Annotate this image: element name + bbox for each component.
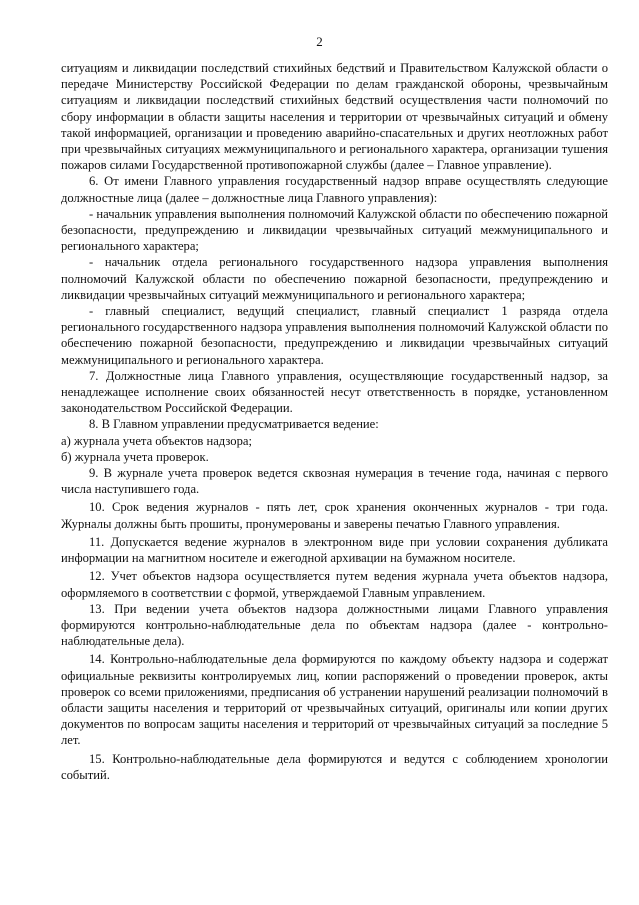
paragraph-11: 11. Допускается ведение журналов в электронном виде при условии сохранения дубликата информации на магнитном носителе и ежегодной архивации на бумажном носителе. (61, 534, 608, 566)
paragraph-8-item-b: б) журнала учета проверок. (61, 449, 209, 464)
paragraph-13: 13. При ведении учета объектов надзора должностными лицами Главного управления формируются контрольно-наблюдательные дела по объектам надзора (далее - контрольно-наблюдательные дела). (61, 601, 608, 649)
paragraph-8-item-a: а) журнала учета объектов надзора; (61, 433, 252, 448)
paragraph-6-item-head-of-department: - начальник управления выполнения полномочий Калужской области по обеспечению пожарной безопасности, предупреждению и ликвидации чрезвычайных ситуаций межмуниципального и регионального характера; (61, 206, 608, 254)
page-number: 2 (316, 34, 323, 49)
paragraph-12: 12. Учет объектов надзора осуществляется путем ведения журнала учета объектов надзора, оформляемого в соответствии с формой, утверждаемой Главным управлением. (61, 569, 608, 600)
paragraph-6-item-specialists: - главный специалист, ведущий специалист, главный специалист 1 разряда отдела регионального государственного надзора управления выполнения полномочий Калужской области по обеспечению пожарной безопасности, предупреждению и ликвидации чрезвычайных ситуаций межмуниципального и регионального характера. (61, 304, 608, 367)
paragraph-15: 15. Контрольно-наблюдательные дела формируются и ведутся с соблюдением хронологии событий. (61, 751, 608, 782)
paragraph-7: 7. Должностные лица Главного управления, осуществляющие государственный надзор, за ненадлежащее исполнение своих обязанностей несут ответственность в порядке, установленном законодательством Российской Федерации. (61, 368, 608, 416)
document-body (61, 60, 608, 783)
paragraph-9: 9. В журнале учета проверок ведется сквозная нумерация в течение года, начиная с первого числа наступившего года. (61, 466, 608, 497)
paragraph-14: 14. Контрольно-наблюдательные дела формируются по каждому объекту надзора и содержат официальные реквизиты контролируемых лиц, копии распоряжений о проведении проверок, акты проверок со всеми приложениями, предписания об устранении нарушений реализации полномочий в области защиты населения и территорий от чрезвычайных ситуаций, оригиналы или копии других документов по вопросам защиты населения и территорий от чрезвычайных ситуаций за последние 5 лет. (61, 652, 608, 748)
paragraph-continuation: ситуациям и ликвидации последствий стихийных бедствий и Правительством Калужской области о передаче Министерству Российской Федерации по делам гражданской обороны, чрезвычайным ситуациям и ликвидации последствий стихийных бедствий осуществления части полномочий по сбору информации в области защиты населения и территории от чрезвычайных ситуаций и обмену такой информацией, организации и проведению аварийно-спасательных и других неотложных работ при чрезвычайных ситуациях межмуниципального и регионального характера, организации тушения пожаров силами Государственной противопожарной службы (далее – Главное управление). (61, 61, 608, 173)
paragraph-6: 6. От имени Главного управления государственный надзор вправе осуществлять следующие должностные лица (далее – должностные лица Главного управления): (61, 174, 608, 205)
paragraph-6-item-head-of-division: - начальник отдела регионального государственного надзора управления выполнения полномочий Калужской области по обеспечению пожарной безопасности, предупреждению и ликвидации чрезвычайных ситуаций межмуниципального и регионального характера; (61, 255, 608, 302)
paragraph-10: 10. Срок ведения журналов - пять лет, срок хранения оконченных журналов - три года. Журналы должны быть прошиты, пронумерованы и заверены печатью Главного управления. (61, 500, 608, 531)
paragraph-8: 8. В Главном управлении предусматривается ведение: (89, 417, 379, 432)
